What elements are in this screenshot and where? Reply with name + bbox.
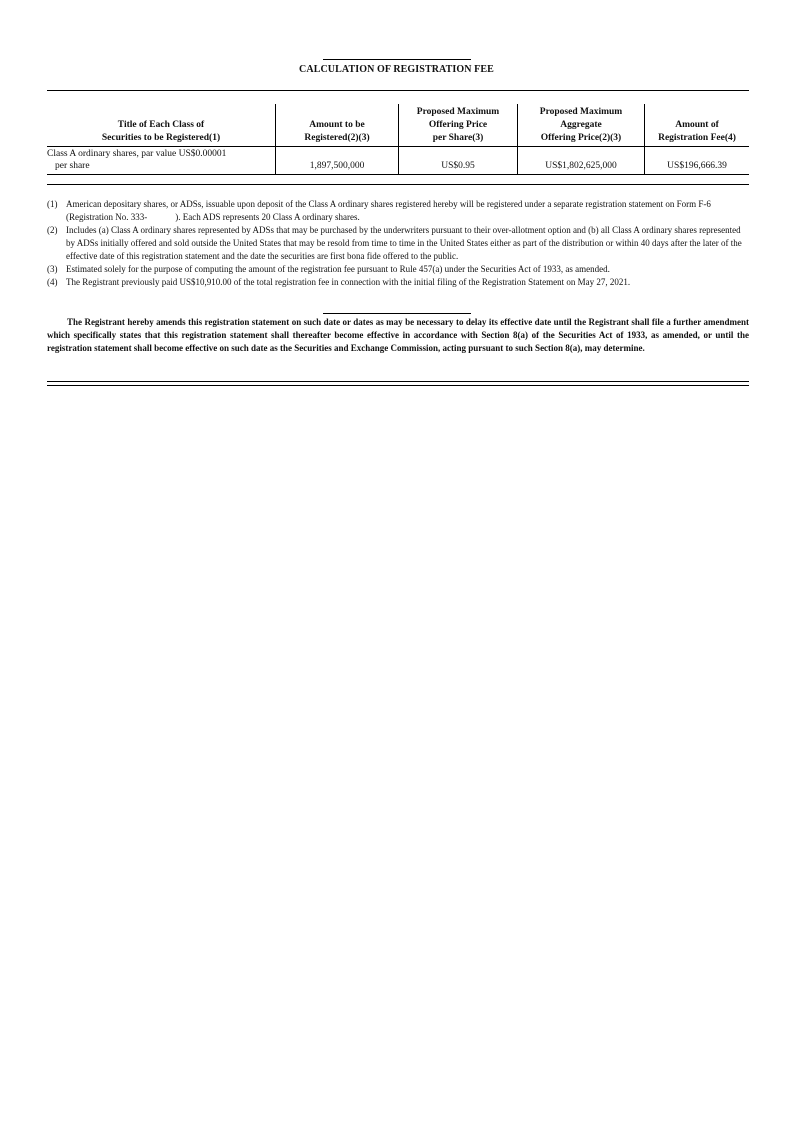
table-row: [47, 147, 749, 175]
cell-offering-price: US$0.95: [399, 147, 518, 175]
footnote-1: (1) American depositary shares, or ADSs, issuable upon deposit of the Class A ordinary shares registered hereby will be registered under a separate registration statement on Form F-6 (Registration No. 333- ). Each ADS represents 20 Class A ordinary shares.: [47, 199, 711, 222]
registration-fee-table: [47, 104, 749, 175]
double-rule-divider: [47, 381, 749, 386]
footnote-4: (4) The Registrant previously paid US$10,910.00 of the total registration fee in connection with the initial filing of the Registration Statement on May 27, 2021.: [47, 277, 631, 287]
header-registration-fee: Amount of Registration Fee(4): [645, 104, 750, 147]
cell-title-of-class: Class A ordinary shares, par value US$0.00001 per share: [47, 147, 276, 175]
cell-registration-fee: US$196,666.39: [645, 147, 750, 175]
header-title-of-class: Title of Each Class of Securities to be Registered(1): [47, 104, 276, 147]
header-amount-registered: Amount to be Registered(2)(3): [276, 104, 399, 147]
statement-rule: [323, 313, 471, 314]
footnotes: [47, 198, 747, 289]
header-aggregate-price: Proposed Maximum Aggregate Offering Price(2)(3): [518, 104, 645, 147]
page-title: CALCULATION OF REGISTRATION FEE: [299, 64, 494, 75]
table-top-rule: [47, 90, 749, 91]
cell-aggregate-price: US$1,802,625,000: [518, 147, 645, 175]
table-header-row: [47, 104, 749, 147]
header-offering-price: Proposed Maximum Offering Price per Share(3): [399, 104, 518, 147]
footnote-3: (3) Estimated solely for the purpose of computing the amount of the registration fee pursuant to Rule 457(a) under the Securities Act of 1933, as amended.: [47, 264, 610, 274]
cell-amount-registered: 1,897,500,000: [276, 147, 399, 175]
table-bottom-rule: [47, 184, 749, 185]
footnote-2: (2) Includes (a) Class A ordinary shares represented by ADSs that may be purchased by the underwriters pursuant to their over-allotment option and (b) all Class A ordinary shares represented by ADSs initially offered and sold outside the United States that may be resold from time to time in the United States either as part of the distribution or within 40 days after the later of the effective date of this registration statement and the date the securities are first bona fide offered to the public.: [47, 225, 742, 261]
title-rule: [323, 59, 471, 60]
delaying-amendment-statement: The Registrant hereby amends this registration statement on such date or dates as may be necessary to delay its effective date until the Registrant shall file a further amendment which specifically states that this registration statement shall thereafter become effective in accordance with Section 8(a) of the Securities Act of 1933, as amended, or until the registration statement shall become effective on such date as the Securities and Exchange Commission, acting pursuant to such Section 8(a), may determine.: [47, 317, 749, 353]
